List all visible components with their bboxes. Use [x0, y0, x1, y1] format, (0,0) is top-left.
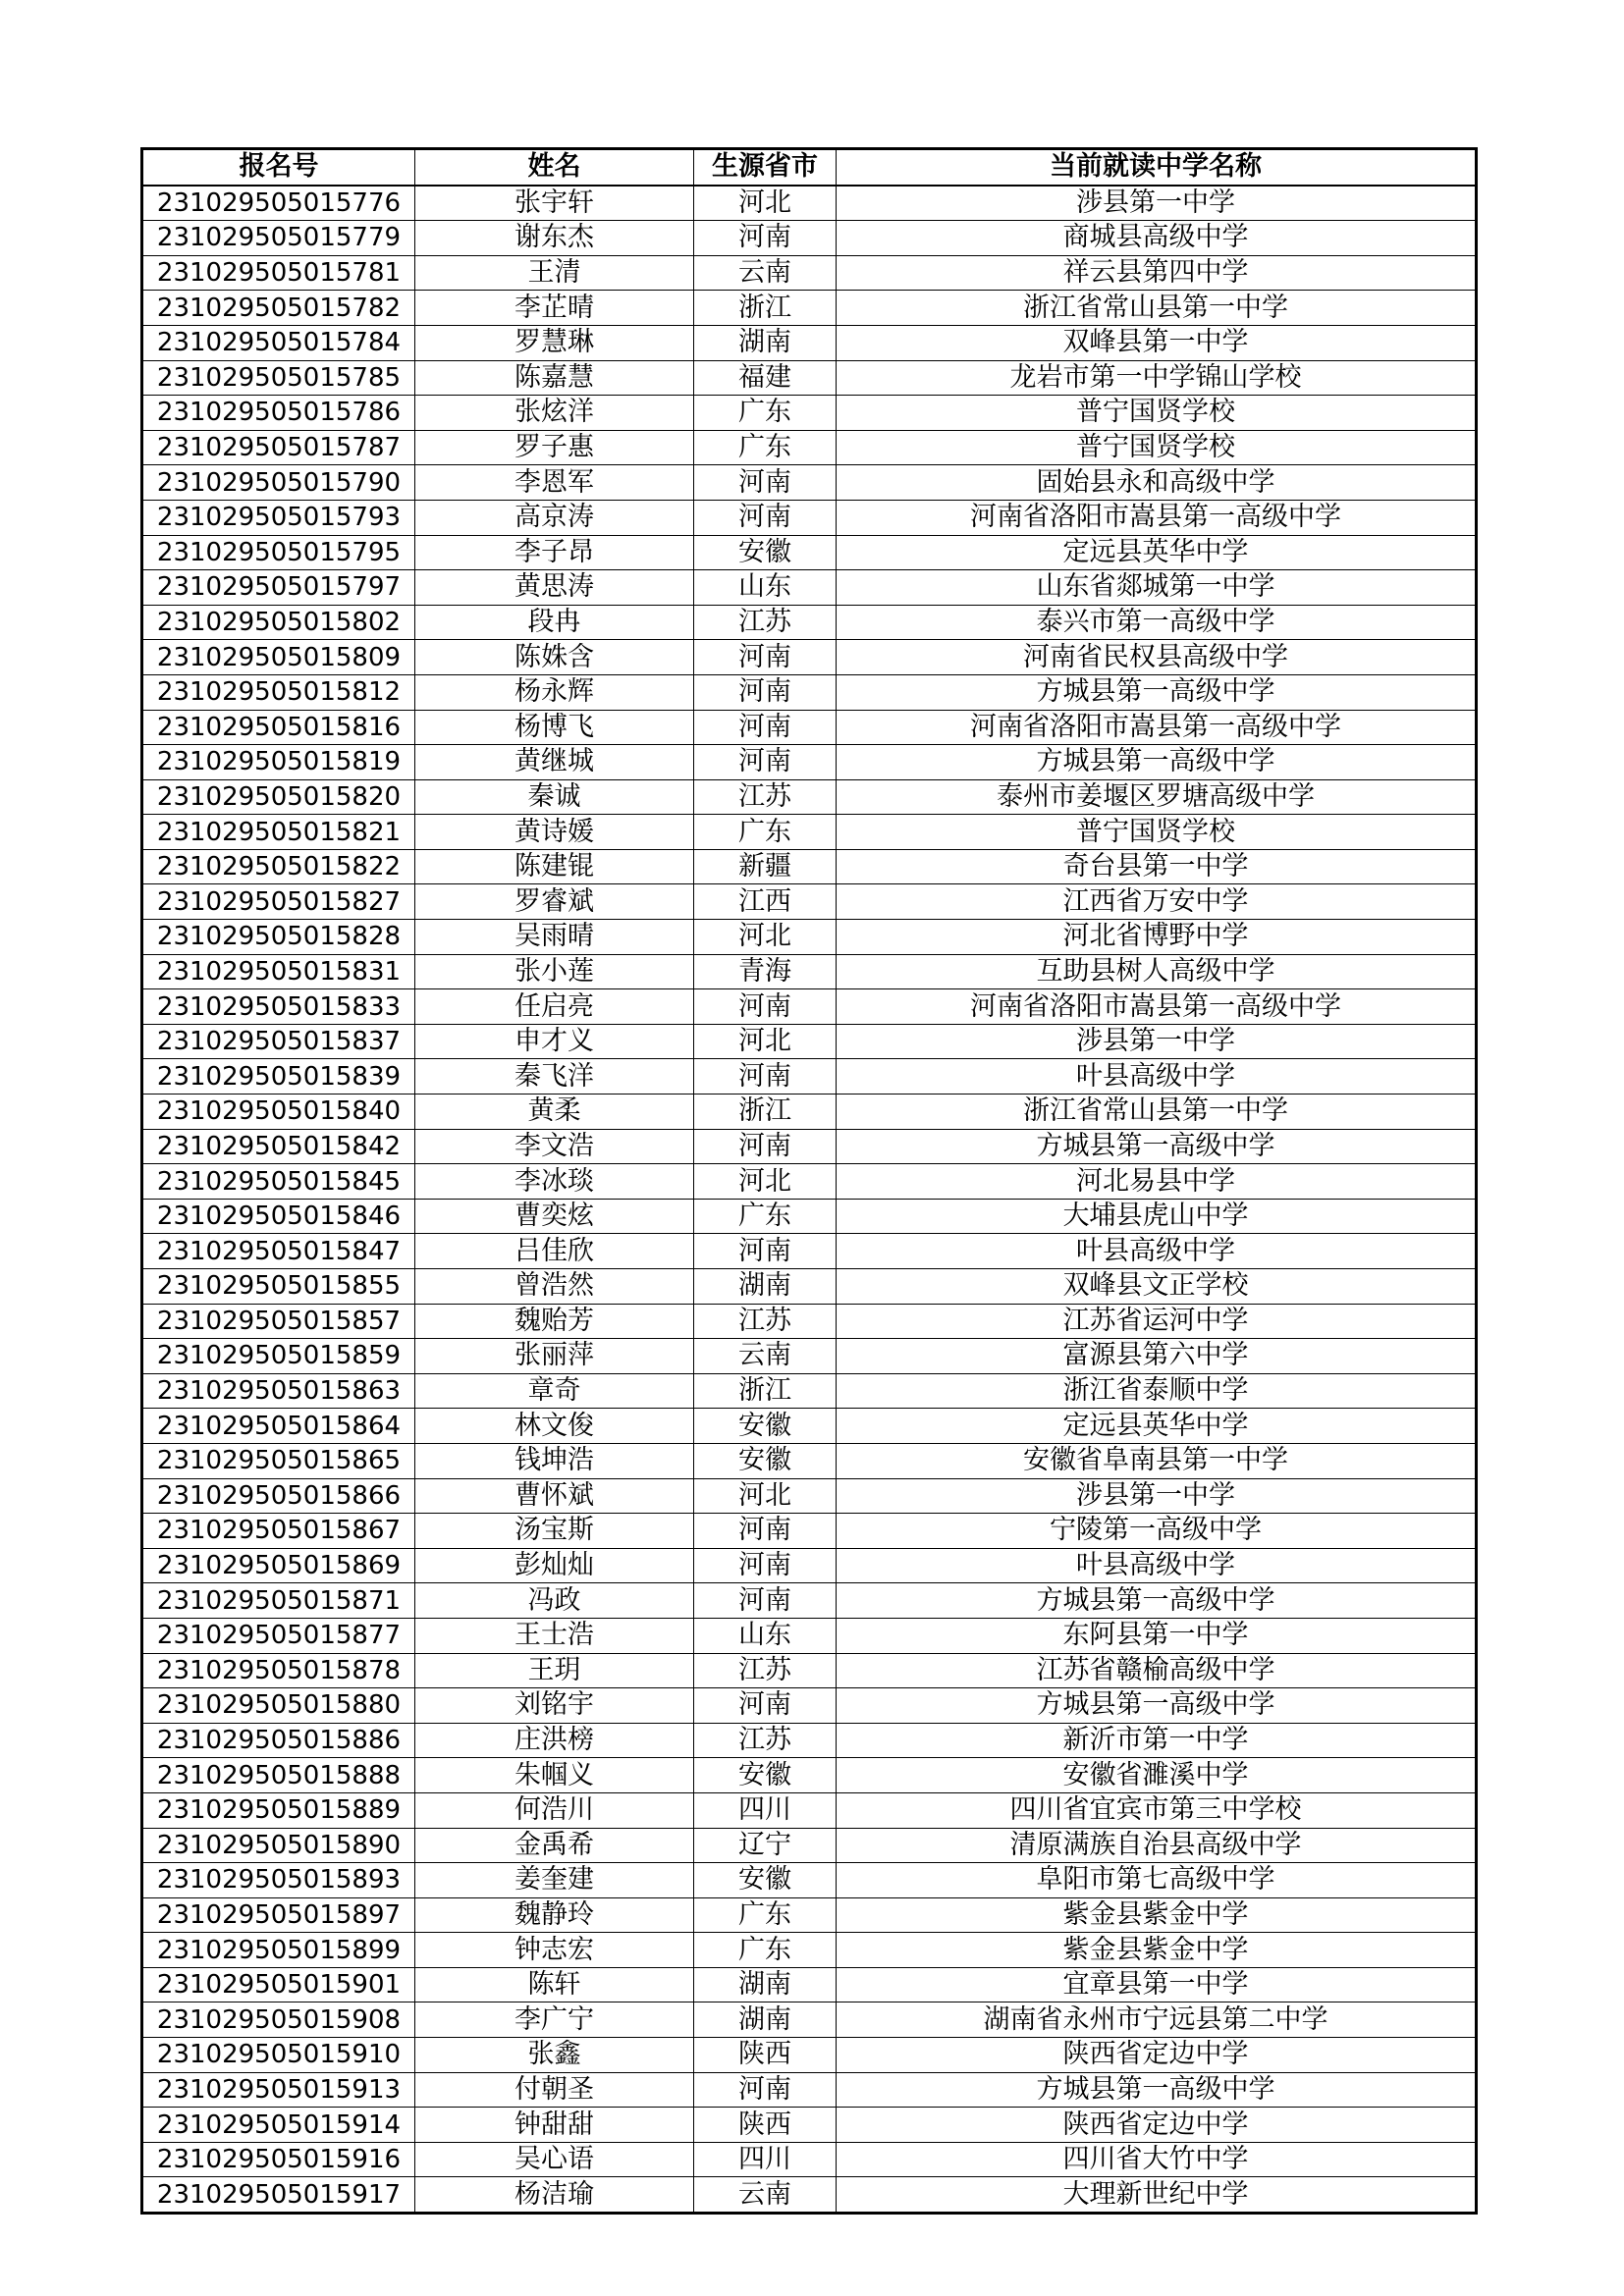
- province-cell: 山东: [694, 1618, 837, 1653]
- province-cell: 安徽: [694, 1758, 837, 1793]
- name-cell: 吴雨晴: [415, 920, 694, 955]
- table-row: [142, 2072, 1477, 2108]
- table-row: [142, 1967, 1477, 2002]
- name-cell: 黄诗媛: [415, 815, 694, 850]
- province-cell: 云南: [694, 255, 837, 291]
- name-cell: 钱坤浩: [415, 1443, 694, 1478]
- name-cell: 李广宁: [415, 2002, 694, 2038]
- school-cell: 清原满族自治县高级中学: [837, 1828, 1477, 1863]
- school-cell: 双峰县第一中学: [837, 325, 1477, 360]
- name-cell: 杨博飞: [415, 710, 694, 745]
- school-cell: 涉县第一中学: [837, 186, 1477, 221]
- school-cell: 涉县第一中学: [837, 1478, 1477, 1514]
- table-row: [142, 1095, 1477, 1130]
- province-cell: 广东: [694, 396, 837, 431]
- name-cell: 秦飞洋: [415, 1059, 694, 1095]
- school-cell: 河南省洛阳市嵩县第一高级中学: [837, 989, 1477, 1025]
- school-cell: 江苏省运河中学: [837, 1304, 1477, 1339]
- registration-number-cell: 231029505015795: [142, 535, 415, 570]
- registration-number-cell: 231029505015910: [142, 2038, 415, 2073]
- registration-number-cell: 231029505015782: [142, 291, 415, 326]
- province-cell: 江苏: [694, 1304, 837, 1339]
- school-cell: 安徽省阜南县第一中学: [837, 1443, 1477, 1478]
- header-origin-province: 生源省市: [694, 149, 837, 186]
- school-cell: 紫金县紫金中学: [837, 1933, 1477, 1968]
- table-row: [142, 1129, 1477, 1164]
- registration-number-cell: 231029505015917: [142, 2177, 415, 2214]
- table-row: [142, 815, 1477, 850]
- name-cell: 黄柔: [415, 1095, 694, 1130]
- registration-number-cell: 231029505015840: [142, 1095, 415, 1130]
- registration-number-cell: 231029505015846: [142, 1199, 415, 1234]
- school-cell: 奇台县第一中学: [837, 849, 1477, 884]
- registration-number-cell: 231029505015877: [142, 1618, 415, 1653]
- school-cell: 四川省宜宾市第三中学校: [837, 1792, 1477, 1828]
- table-row: [142, 1443, 1477, 1478]
- name-cell: 彭灿灿: [415, 1548, 694, 1583]
- province-cell: 安徽: [694, 1863, 837, 1898]
- name-cell: 陈建锟: [415, 849, 694, 884]
- registration-number-cell: 231029505015913: [142, 2072, 415, 2108]
- school-cell: 阜阳市第七高级中学: [837, 1863, 1477, 1898]
- school-cell: 河北易县中学: [837, 1164, 1477, 1200]
- school-cell: 大理新世纪中学: [837, 2177, 1477, 2214]
- name-cell: 刘铭宇: [415, 1688, 694, 1724]
- registration-number-cell: 231029505015779: [142, 221, 415, 256]
- name-cell: 杨永辉: [415, 674, 694, 710]
- school-cell: 江苏省赣榆高级中学: [837, 1653, 1477, 1688]
- school-cell: 方城县第一高级中学: [837, 2072, 1477, 2108]
- table-row: [142, 396, 1477, 431]
- table-row: [142, 884, 1477, 920]
- name-cell: 罗慧琳: [415, 325, 694, 360]
- school-cell: 定远县英华中学: [837, 1409, 1477, 1444]
- school-cell: 宜章县第一中学: [837, 1967, 1477, 2002]
- name-cell: 罗睿斌: [415, 884, 694, 920]
- province-cell: 河南: [694, 640, 837, 675]
- school-cell: 河南省洛阳市嵩县第一高级中学: [837, 500, 1477, 535]
- province-cell: 河南: [694, 1514, 837, 1549]
- registration-number-cell: 231029505015869: [142, 1548, 415, 1583]
- school-cell: 浙江省常山县第一中学: [837, 291, 1477, 326]
- school-cell: 方城县第一高级中学: [837, 1583, 1477, 1619]
- registration-number-cell: 231029505015888: [142, 1758, 415, 1793]
- registration-number-cell: 231029505015867: [142, 1514, 415, 1549]
- school-cell: 固始县永和高级中学: [837, 465, 1477, 501]
- school-cell: 大埔县虎山中学: [837, 1199, 1477, 1234]
- registration-number-cell: 231029505015822: [142, 849, 415, 884]
- registration-number-cell: 231029505015859: [142, 1339, 415, 1374]
- header-registration-number: 报名号: [142, 149, 415, 186]
- registration-number-cell: 231029505015908: [142, 2002, 415, 2038]
- province-cell: 河南: [694, 989, 837, 1025]
- province-cell: 新疆: [694, 849, 837, 884]
- table-row: [142, 1897, 1477, 1933]
- province-cell: 河南: [694, 1583, 837, 1619]
- name-cell: 张宇轩: [415, 186, 694, 221]
- name-cell: 张丽萍: [415, 1339, 694, 1374]
- registration-number-cell: 231029505015842: [142, 1129, 415, 1164]
- name-cell: 王士浩: [415, 1618, 694, 1653]
- table-row: [142, 1688, 1477, 1724]
- name-cell: 申才义: [415, 1024, 694, 1059]
- name-cell: 张小莲: [415, 954, 694, 989]
- school-cell: 普宁国贤学校: [837, 396, 1477, 431]
- table-row: [142, 1478, 1477, 1514]
- table-row: [142, 1758, 1477, 1793]
- school-cell: 互助县树人高级中学: [837, 954, 1477, 989]
- table-row: [142, 605, 1477, 640]
- table-row: [142, 1373, 1477, 1409]
- header-name: 姓名: [415, 149, 694, 186]
- name-cell: 秦诚: [415, 779, 694, 815]
- province-cell: 河南: [694, 2072, 837, 2108]
- name-cell: 李冰琰: [415, 1164, 694, 1200]
- school-cell: 新沂市第一中学: [837, 1723, 1477, 1758]
- name-cell: 何浩川: [415, 1792, 694, 1828]
- school-cell: 普宁国贤学校: [837, 430, 1477, 465]
- school-cell: 陕西省定边中学: [837, 2108, 1477, 2143]
- province-cell: 广东: [694, 430, 837, 465]
- registration-number-cell: 231029505015880: [142, 1688, 415, 1724]
- province-cell: 广东: [694, 1933, 837, 1968]
- name-cell: 魏静玲: [415, 1897, 694, 1933]
- registration-number-cell: 231029505015914: [142, 2108, 415, 2143]
- table-row: [142, 954, 1477, 989]
- province-cell: 青海: [694, 954, 837, 989]
- school-cell: 河南省民权县高级中学: [837, 640, 1477, 675]
- registration-number-cell: 231029505015821: [142, 815, 415, 850]
- table-row: [142, 920, 1477, 955]
- table-row: [142, 325, 1477, 360]
- name-cell: 李子昂: [415, 535, 694, 570]
- registration-number-cell: 231029505015776: [142, 186, 415, 221]
- table-row: [142, 500, 1477, 535]
- name-cell: 曾浩然: [415, 1269, 694, 1305]
- province-cell: 河北: [694, 1478, 837, 1514]
- table-row: [142, 1304, 1477, 1339]
- table-row: [142, 1199, 1477, 1234]
- table-row: [142, 1234, 1477, 1269]
- name-cell: 冯政: [415, 1583, 694, 1619]
- registration-number-cell: 231029505015855: [142, 1269, 415, 1305]
- registration-number-cell: 231029505015837: [142, 1024, 415, 1059]
- school-cell: 方城县第一高级中学: [837, 1129, 1477, 1164]
- school-cell: 方城县第一高级中学: [837, 1688, 1477, 1724]
- name-cell: 段冉: [415, 605, 694, 640]
- header-current-school: 当前就读中学名称: [837, 149, 1477, 186]
- school-cell: 浙江省泰顺中学: [837, 1373, 1477, 1409]
- province-cell: 江西: [694, 884, 837, 920]
- name-cell: 李文浩: [415, 1129, 694, 1164]
- table-row: [142, 1514, 1477, 1549]
- registration-number-cell: 231029505015901: [142, 1967, 415, 2002]
- name-cell: 庄洪榜: [415, 1723, 694, 1758]
- name-cell: 姜奎建: [415, 1863, 694, 1898]
- table-row: [142, 465, 1477, 501]
- province-cell: 河北: [694, 1164, 837, 1200]
- province-cell: 广东: [694, 1199, 837, 1234]
- name-cell: 钟甜甜: [415, 2108, 694, 2143]
- province-cell: 广东: [694, 1897, 837, 1933]
- registration-number-cell: 231029505015893: [142, 1863, 415, 1898]
- province-cell: 河南: [694, 500, 837, 535]
- name-cell: 高京涛: [415, 500, 694, 535]
- school-cell: 山东省郯城第一中学: [837, 570, 1477, 606]
- name-cell: 吴心语: [415, 2142, 694, 2177]
- header-row: [142, 149, 1477, 186]
- school-cell: 叶县高级中学: [837, 1548, 1477, 1583]
- table-row: [142, 674, 1477, 710]
- province-cell: 河北: [694, 1024, 837, 1059]
- table-row: [142, 1618, 1477, 1653]
- province-cell: 河南: [694, 1129, 837, 1164]
- registration-number-cell: 231029505015809: [142, 640, 415, 675]
- school-cell: 定远县英华中学: [837, 535, 1477, 570]
- table-row: [142, 1548, 1477, 1583]
- province-cell: 湖南: [694, 1269, 837, 1305]
- table-row: [142, 2002, 1477, 2038]
- table-row: [142, 291, 1477, 326]
- name-cell: 付朝圣: [415, 2072, 694, 2108]
- province-cell: 江苏: [694, 779, 837, 815]
- registration-number-cell: 231029505015897: [142, 1897, 415, 1933]
- name-cell: 魏贻芳: [415, 1304, 694, 1339]
- table-row: [142, 1164, 1477, 1200]
- school-cell: 祥云县第四中学: [837, 255, 1477, 291]
- registration-number-cell: 231029505015827: [142, 884, 415, 920]
- province-cell: 陕西: [694, 2038, 837, 2073]
- table-row: [142, 1269, 1477, 1305]
- school-cell: 安徽省濉溪中学: [837, 1758, 1477, 1793]
- name-cell: 钟志宏: [415, 1933, 694, 1968]
- school-cell: 浙江省常山县第一中学: [837, 1095, 1477, 1130]
- name-cell: 黄继城: [415, 745, 694, 780]
- name-cell: 陈姝含: [415, 640, 694, 675]
- name-cell: 吕佳欣: [415, 1234, 694, 1269]
- school-cell: 富源县第六中学: [837, 1339, 1477, 1374]
- name-cell: 汤宝斯: [415, 1514, 694, 1549]
- province-cell: 安徽: [694, 535, 837, 570]
- name-cell: 章奇: [415, 1373, 694, 1409]
- table-row: [142, 2108, 1477, 2143]
- registration-number-cell: 231029505015820: [142, 779, 415, 815]
- name-cell: 曹怀斌: [415, 1478, 694, 1514]
- registration-number-cell: 231029505015916: [142, 2142, 415, 2177]
- registration-number-cell: 231029505015857: [142, 1304, 415, 1339]
- province-cell: 浙江: [694, 1373, 837, 1409]
- table-row: [142, 745, 1477, 780]
- name-cell: 陈轩: [415, 1967, 694, 2002]
- province-cell: 河南: [694, 674, 837, 710]
- registration-number-cell: 231029505015839: [142, 1059, 415, 1095]
- table-row: [142, 779, 1477, 815]
- school-cell: 宁陵第一高级中学: [837, 1514, 1477, 1549]
- table-row: [142, 2038, 1477, 2073]
- school-cell: 江西省万安中学: [837, 884, 1477, 920]
- province-cell: 安徽: [694, 1443, 837, 1478]
- school-cell: 叶县高级中学: [837, 1234, 1477, 1269]
- name-cell: 金禹希: [415, 1828, 694, 1863]
- province-cell: 河南: [694, 1234, 837, 1269]
- registration-number-cell: 231029505015866: [142, 1478, 415, 1514]
- province-cell: 四川: [694, 1792, 837, 1828]
- province-cell: 江苏: [694, 1723, 837, 1758]
- registration-number-cell: 231029505015878: [142, 1653, 415, 1688]
- school-cell: 泰兴市第一高级中学: [837, 605, 1477, 640]
- province-cell: 湖南: [694, 1967, 837, 2002]
- province-cell: 广东: [694, 815, 837, 850]
- registration-number-cell: 231029505015802: [142, 605, 415, 640]
- registration-number-cell: 231029505015816: [142, 710, 415, 745]
- name-cell: 张炫洋: [415, 396, 694, 431]
- table-body: [142, 186, 1477, 2214]
- registration-number-cell: 231029505015831: [142, 954, 415, 989]
- table-row: [142, 186, 1477, 221]
- school-cell: 四川省大竹中学: [837, 2142, 1477, 2177]
- province-cell: 湖南: [694, 2002, 837, 2038]
- school-cell: 龙岩市第一中学锦山学校: [837, 360, 1477, 396]
- registration-number-cell: 231029505015819: [142, 745, 415, 780]
- province-cell: 河南: [694, 1059, 837, 1095]
- table-row: [142, 640, 1477, 675]
- table-row: [142, 2142, 1477, 2177]
- province-cell: 河南: [694, 1688, 837, 1724]
- table-row: [142, 1863, 1477, 1898]
- province-cell: 山东: [694, 570, 837, 606]
- table-row: [142, 221, 1477, 256]
- name-cell: 罗子惠: [415, 430, 694, 465]
- table-row: [142, 1583, 1477, 1619]
- name-cell: 陈嘉慧: [415, 360, 694, 396]
- school-cell: 紫金县紫金中学: [837, 1897, 1477, 1933]
- province-cell: 云南: [694, 1339, 837, 1374]
- province-cell: 河南: [694, 221, 837, 256]
- table-row: [142, 535, 1477, 570]
- table-row: [142, 1409, 1477, 1444]
- table-row: [142, 1792, 1477, 1828]
- province-cell: 河北: [694, 920, 837, 955]
- registration-number-cell: 231029505015833: [142, 989, 415, 1025]
- name-cell: 朱帼义: [415, 1758, 694, 1793]
- registration-number-cell: 231029505015797: [142, 570, 415, 606]
- name-cell: 王清: [415, 255, 694, 291]
- registration-number-cell: 231029505015828: [142, 920, 415, 955]
- province-cell: 河北: [694, 186, 837, 221]
- registration-number-cell: 231029505015847: [142, 1234, 415, 1269]
- registration-number-cell: 231029505015786: [142, 396, 415, 431]
- province-cell: 河南: [694, 465, 837, 501]
- province-cell: 辽宁: [694, 1828, 837, 1863]
- school-cell: 方城县第一高级中学: [837, 674, 1477, 710]
- table-row: [142, 849, 1477, 884]
- province-cell: 四川: [694, 2142, 837, 2177]
- registration-number-cell: 231029505015890: [142, 1828, 415, 1863]
- table-row: [142, 430, 1477, 465]
- registration-number-cell: 231029505015865: [142, 1443, 415, 1478]
- school-cell: 陕西省定边中学: [837, 2038, 1477, 2073]
- name-cell: 王玥: [415, 1653, 694, 1688]
- registration-number-cell: 231029505015790: [142, 465, 415, 501]
- name-cell: 杨洁瑜: [415, 2177, 694, 2214]
- school-cell: 涉县第一中学: [837, 1024, 1477, 1059]
- name-cell: 任启亮: [415, 989, 694, 1025]
- name-cell: 黄思涛: [415, 570, 694, 606]
- name-cell: 张鑫: [415, 2038, 694, 2073]
- province-cell: 福建: [694, 360, 837, 396]
- name-cell: 曹奕炫: [415, 1199, 694, 1234]
- school-cell: 普宁国贤学校: [837, 815, 1477, 850]
- registration-number-cell: 231029505015863: [142, 1373, 415, 1409]
- table-row: [142, 1024, 1477, 1059]
- name-cell: 李恩军: [415, 465, 694, 501]
- province-cell: 云南: [694, 2177, 837, 2214]
- registration-number-cell: 231029505015899: [142, 1933, 415, 1968]
- registration-number-cell: 231029505015889: [142, 1792, 415, 1828]
- province-cell: 湖南: [694, 325, 837, 360]
- registration-number-cell: 231029505015845: [142, 1164, 415, 1200]
- school-cell: 方城县第一高级中学: [837, 745, 1477, 780]
- province-cell: 浙江: [694, 1095, 837, 1130]
- table-row: [142, 710, 1477, 745]
- table-row: [142, 2177, 1477, 2214]
- school-cell: 商城县高级中学: [837, 221, 1477, 256]
- registration-number-cell: 231029505015864: [142, 1409, 415, 1444]
- name-cell: 林文俊: [415, 1409, 694, 1444]
- table-row: [142, 1723, 1477, 1758]
- school-cell: 河南省洛阳市嵩县第一高级中学: [837, 710, 1477, 745]
- registration-number-cell: 231029505015871: [142, 1583, 415, 1619]
- table-row: [142, 1339, 1477, 1374]
- table-row: [142, 360, 1477, 396]
- registration-number-cell: 231029505015886: [142, 1723, 415, 1758]
- registration-number-cell: 231029505015787: [142, 430, 415, 465]
- table-row: [142, 1059, 1477, 1095]
- school-cell: 双峰县文正学校: [837, 1269, 1477, 1305]
- table-row: [142, 1828, 1477, 1863]
- province-cell: 陕西: [694, 2108, 837, 2143]
- school-cell: 东阿县第一中学: [837, 1618, 1477, 1653]
- registration-number-cell: 231029505015784: [142, 325, 415, 360]
- registration-number-cell: 231029505015785: [142, 360, 415, 396]
- table-row: [142, 570, 1477, 606]
- table-row: [142, 1933, 1477, 1968]
- province-cell: 浙江: [694, 291, 837, 326]
- registration-number-cell: 231029505015793: [142, 500, 415, 535]
- table-row: [142, 255, 1477, 291]
- province-cell: 江苏: [694, 1653, 837, 1688]
- province-cell: 江苏: [694, 605, 837, 640]
- province-cell: 河南: [694, 710, 837, 745]
- name-cell: 谢东杰: [415, 221, 694, 256]
- registration-number-cell: 231029505015781: [142, 255, 415, 291]
- school-cell: 湖南省永州市宁远县第二中学: [837, 2002, 1477, 2038]
- registration-number-cell: 231029505015812: [142, 674, 415, 710]
- province-cell: 河南: [694, 1548, 837, 1583]
- school-cell: 叶县高级中学: [837, 1059, 1477, 1095]
- student-table: [140, 147, 1478, 2215]
- table-row: [142, 989, 1477, 1025]
- school-cell: 泰州市姜堰区罗塘高级中学: [837, 779, 1477, 815]
- table-row: [142, 1653, 1477, 1688]
- name-cell: 李芷晴: [415, 291, 694, 326]
- province-cell: 安徽: [694, 1409, 837, 1444]
- school-cell: 河北省博野中学: [837, 920, 1477, 955]
- province-cell: 河南: [694, 745, 837, 780]
